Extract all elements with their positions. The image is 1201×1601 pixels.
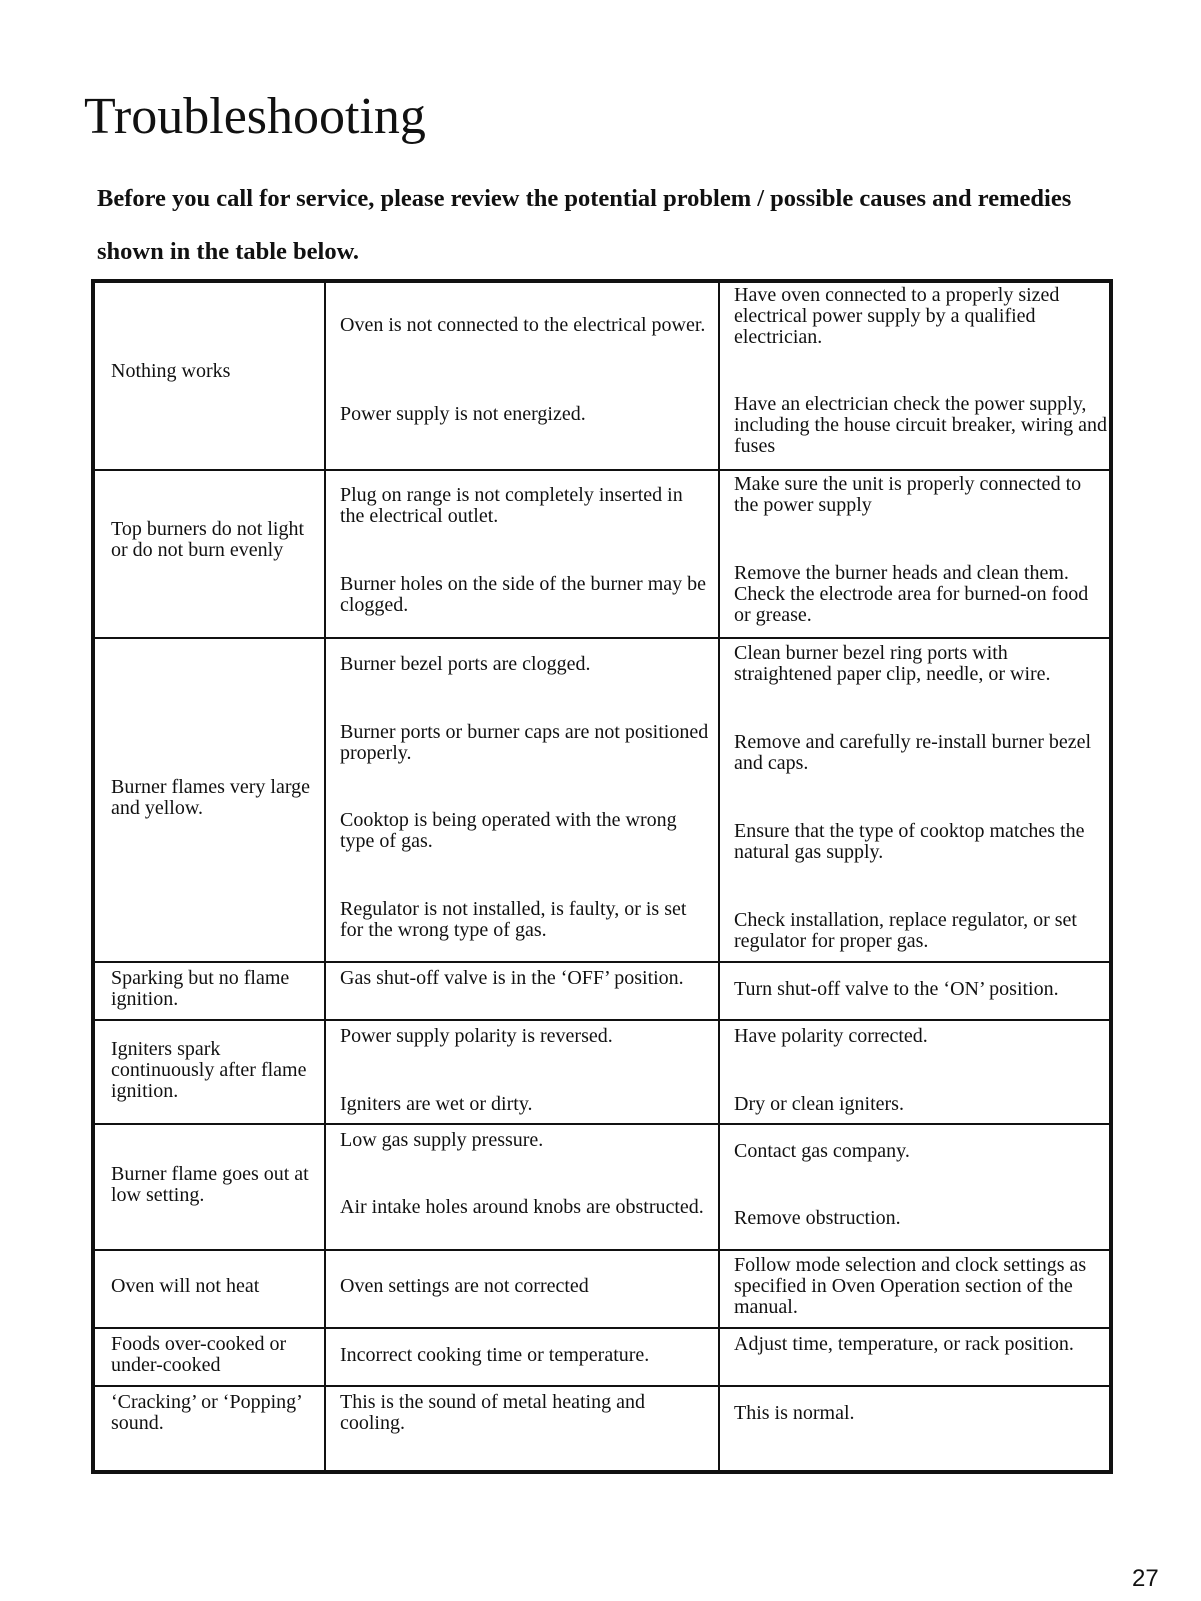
cause-cell: Oven settings are not corrected [340, 1275, 589, 1297]
table-row [95, 1123, 1109, 1251]
cause-cell: Regulator is not installed, is faulty, or is set for the wrong type of gas. [340, 898, 687, 941]
table-row [95, 1385, 1109, 1472]
remedy-cell: Have polarity corrected. [734, 1025, 928, 1047]
cause-cell: Burner bezel ports are clogged. [340, 653, 591, 675]
page-number: 27 [1132, 1565, 1159, 1592]
remedy-cell: Ensure that the type of cooktop matches the natural gas supply. [734, 820, 1085, 863]
table-row [95, 961, 1109, 1021]
problem-cell: Burner flames very large and yellow. [111, 776, 310, 819]
problem-cell: Igniters spark continuously after flame ignition. [111, 1038, 307, 1102]
remedy-cell: Remove the burner heads and clean them. Check the electrode area for burned-on food or grease. [734, 562, 1089, 626]
cause-cell: Igniters are wet or dirty. [340, 1093, 533, 1115]
cause-cell: Gas shut-off valve is in the ‘OFF’ position. [340, 967, 684, 989]
table-row [95, 469, 1109, 639]
problem-cell: Sparking but no flame ignition. [111, 967, 290, 1010]
cause-cell: Cooktop is being operated with the wrong type of gas. [340, 809, 677, 852]
cause-cell: Air intake holes around knobs are obstructed. [340, 1196, 704, 1218]
remedy-cell: Make sure the unit is properly connected to the power supply [734, 473, 1082, 516]
table-row [95, 283, 1109, 469]
table-row [95, 1249, 1109, 1329]
remedy-cell: Have oven connected to a properly sized electrical power supply by a qualified electrician. [734, 284, 1060, 348]
remedy-cell: Contact gas company. [734, 1140, 910, 1162]
remedy-cell: Turn shut-off valve to the ‘ON’ position. [734, 978, 1059, 1000]
problem-cell: Top burners do not light or do not burn evenly [111, 518, 305, 561]
remedy-cell: Follow mode selection and clock settings as specified in Oven Operation section of the manual. [734, 1254, 1087, 1318]
remedy-cell: Check installation, replace regulator, or set regulator for proper gas. [734, 909, 1077, 952]
problem-cell: ‘Cracking’ or ‘Popping’ sound. [111, 1391, 302, 1434]
table-row [95, 637, 1109, 963]
problem-cell: Nothing works [111, 360, 231, 382]
remedy-cell: Adjust time, temperature, or rack position. [734, 1333, 1074, 1355]
remedy-cell: Dry or clean igniters. [734, 1093, 904, 1115]
troubleshooting-table [91, 279, 1113, 1474]
page-title: Troubleshooting [84, 88, 426, 145]
cause-cell: Plug on range is not completely inserted in the electrical outlet. [340, 484, 683, 527]
remedy-cell: Remove obstruction. [734, 1207, 901, 1229]
cause-cell: Power supply is not energized. [340, 403, 586, 425]
problem-cell: Foods over-cooked or under-cooked [111, 1333, 287, 1376]
cause-cell: Incorrect cooking time or temperature. [340, 1344, 650, 1366]
remedy-cell: Remove and carefully re-install burner bezel and caps. [734, 731, 1092, 774]
cause-cell: Low gas supply pressure. [340, 1129, 544, 1151]
problem-cell: Burner flame goes out at low setting. [111, 1163, 309, 1206]
cause-cell: This is the sound of metal heating and cooling. [340, 1391, 645, 1434]
cause-cell: Burner holes on the side of the burner may be clogged. [340, 573, 707, 616]
cause-cell: Oven is not connected to the electrical power. [340, 314, 706, 336]
remedy-cell: Have an electrician check the power supply, including the house circuit breaker, wiring and fuses [734, 393, 1107, 457]
table-row [95, 1327, 1109, 1387]
problem-cell: Oven will not heat [111, 1275, 260, 1297]
remedy-cell: This is normal. [734, 1402, 855, 1424]
table-row [95, 1019, 1109, 1125]
remedy-cell: Clean burner bezel ring ports with straightened paper clip, needle, or wire. [734, 642, 1051, 685]
cause-cell: Burner ports or burner caps are not positioned properly. [340, 721, 709, 764]
intro-text: Before you call for service, please review the potential problem / possible causes and remedies shown in the table below. [97, 185, 1072, 265]
cause-cell: Power supply polarity is reversed. [340, 1025, 613, 1047]
